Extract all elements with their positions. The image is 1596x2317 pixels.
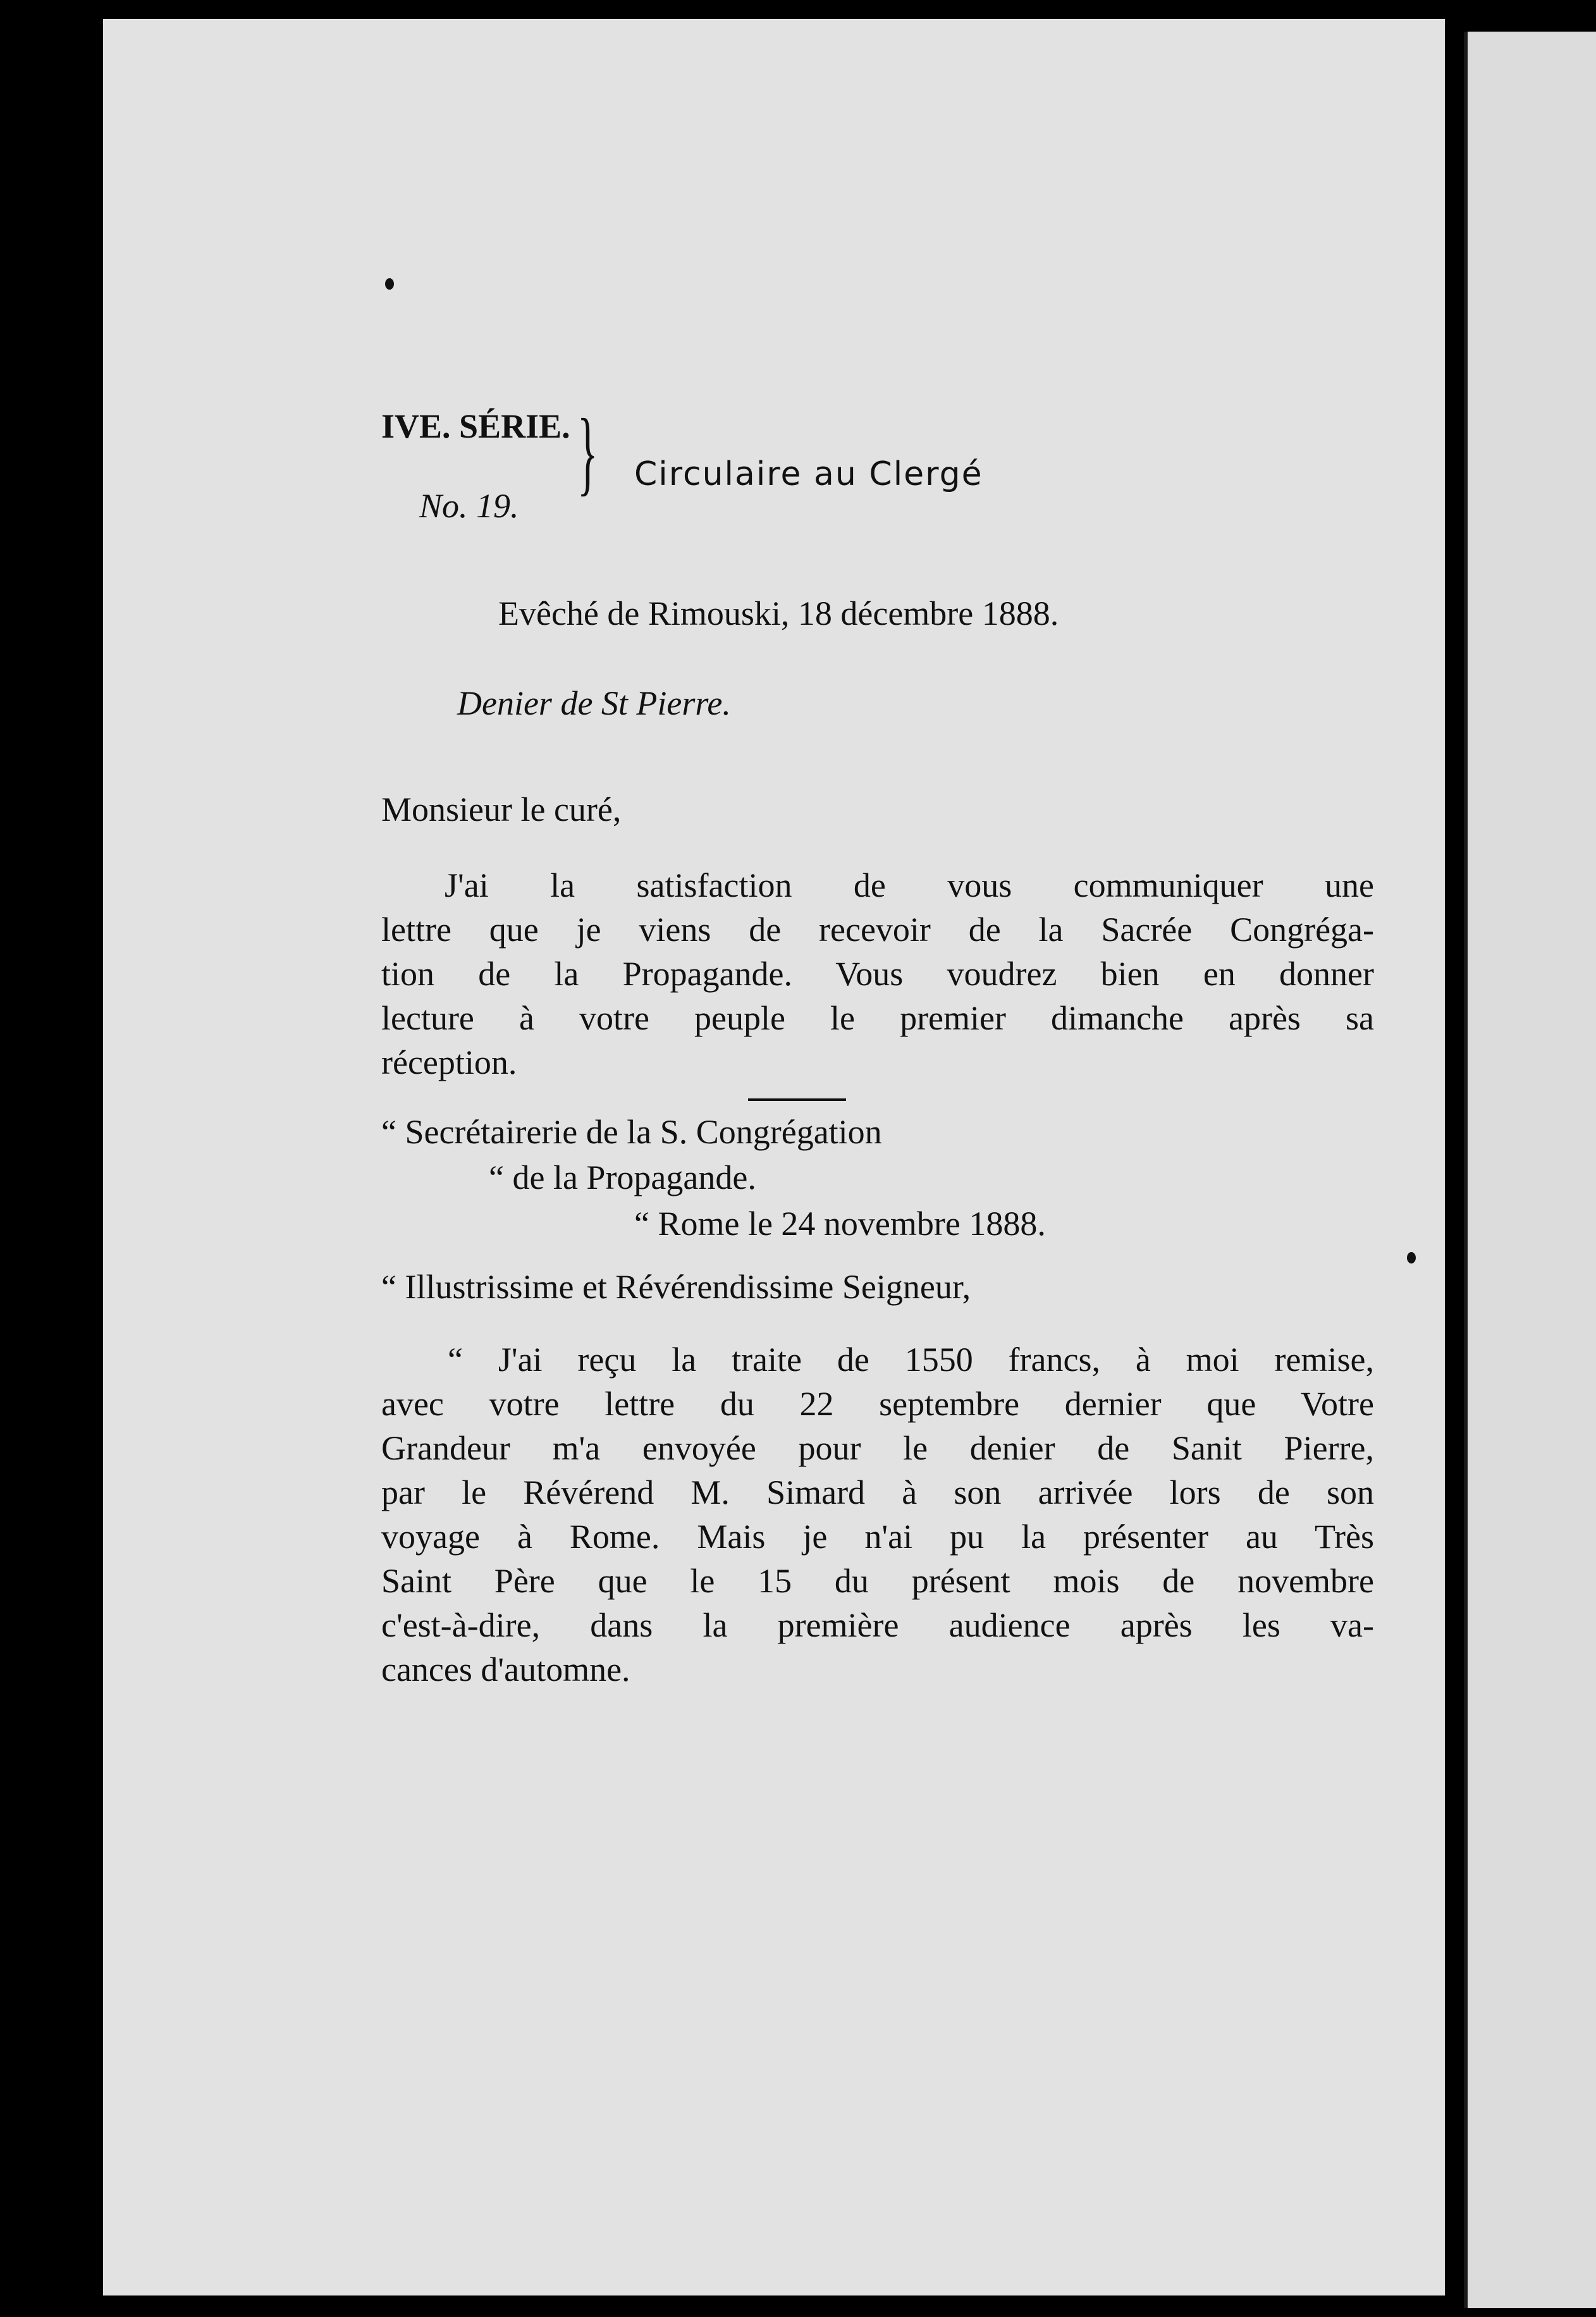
adjacent-page-edge — [1464, 32, 1596, 2308]
salutation: Monsieur le curé, — [381, 790, 622, 828]
letter-greeting: “ Illustrissime et Révérendissime Seigneur, — [381, 1268, 971, 1306]
margin-mark — [1407, 1252, 1416, 1263]
letter-sender: “ Secrétairerie de la S. Congrégation — [381, 1113, 882, 1151]
letter-line: Saint Père que le 15 du présent mois de novembre — [381, 1562, 1374, 1600]
brace: } — [577, 400, 598, 505]
circular-number: No. 19. — [419, 487, 519, 525]
intro-line: lettre que je viens de recevoir de la Sacrée Congréga- — [381, 911, 1374, 949]
letter-line: c'est-à-dire, dans la première audience après les va- — [381, 1606, 1374, 1644]
letter-date: “ Rome le 24 novembre 1888. — [634, 1205, 1046, 1243]
letter-line: avec votre lettre du 22 septembre dernier que Votre — [381, 1385, 1374, 1423]
letter-line: “ J'ai reçu la traite de 1550 francs, à moi remise, — [448, 1341, 1374, 1379]
subject-line: Denier de St Pierre. — [457, 684, 731, 722]
intro-line: J'ai la satisfaction de vous communiquer une — [445, 866, 1374, 904]
dateline: Evêché de Rimouski, 18 décembre 1888. — [498, 594, 1059, 632]
intro-line: lecture à votre peuple le premier dimanche après sa — [381, 999, 1374, 1037]
letter-line: Grandeur m'a envoyée pour le denier de Sanit Pierre, — [381, 1429, 1374, 1467]
letter-line: voyage à Rome. Mais je n'ai pu la présenter au Très — [381, 1518, 1374, 1556]
letter-sender: “ de la Propagande. — [489, 1158, 756, 1196]
letter-line: cances d'automne. — [381, 1650, 630, 1688]
circular-title: Circulaire au Clergé — [634, 455, 983, 493]
separator-rule — [748, 1098, 846, 1101]
intro-line: tion de la Propagande. Vous voudrez bien en donner — [381, 955, 1374, 993]
intro-line: réception. — [381, 1043, 517, 1081]
serie-label: IVE. SÉRIE. — [381, 407, 570, 445]
bullet-mark — [385, 278, 394, 290]
letter-line: par le Révérend M. Simard à son arrivée lors de son — [381, 1473, 1374, 1511]
document-page — [103, 19, 1445, 2295]
